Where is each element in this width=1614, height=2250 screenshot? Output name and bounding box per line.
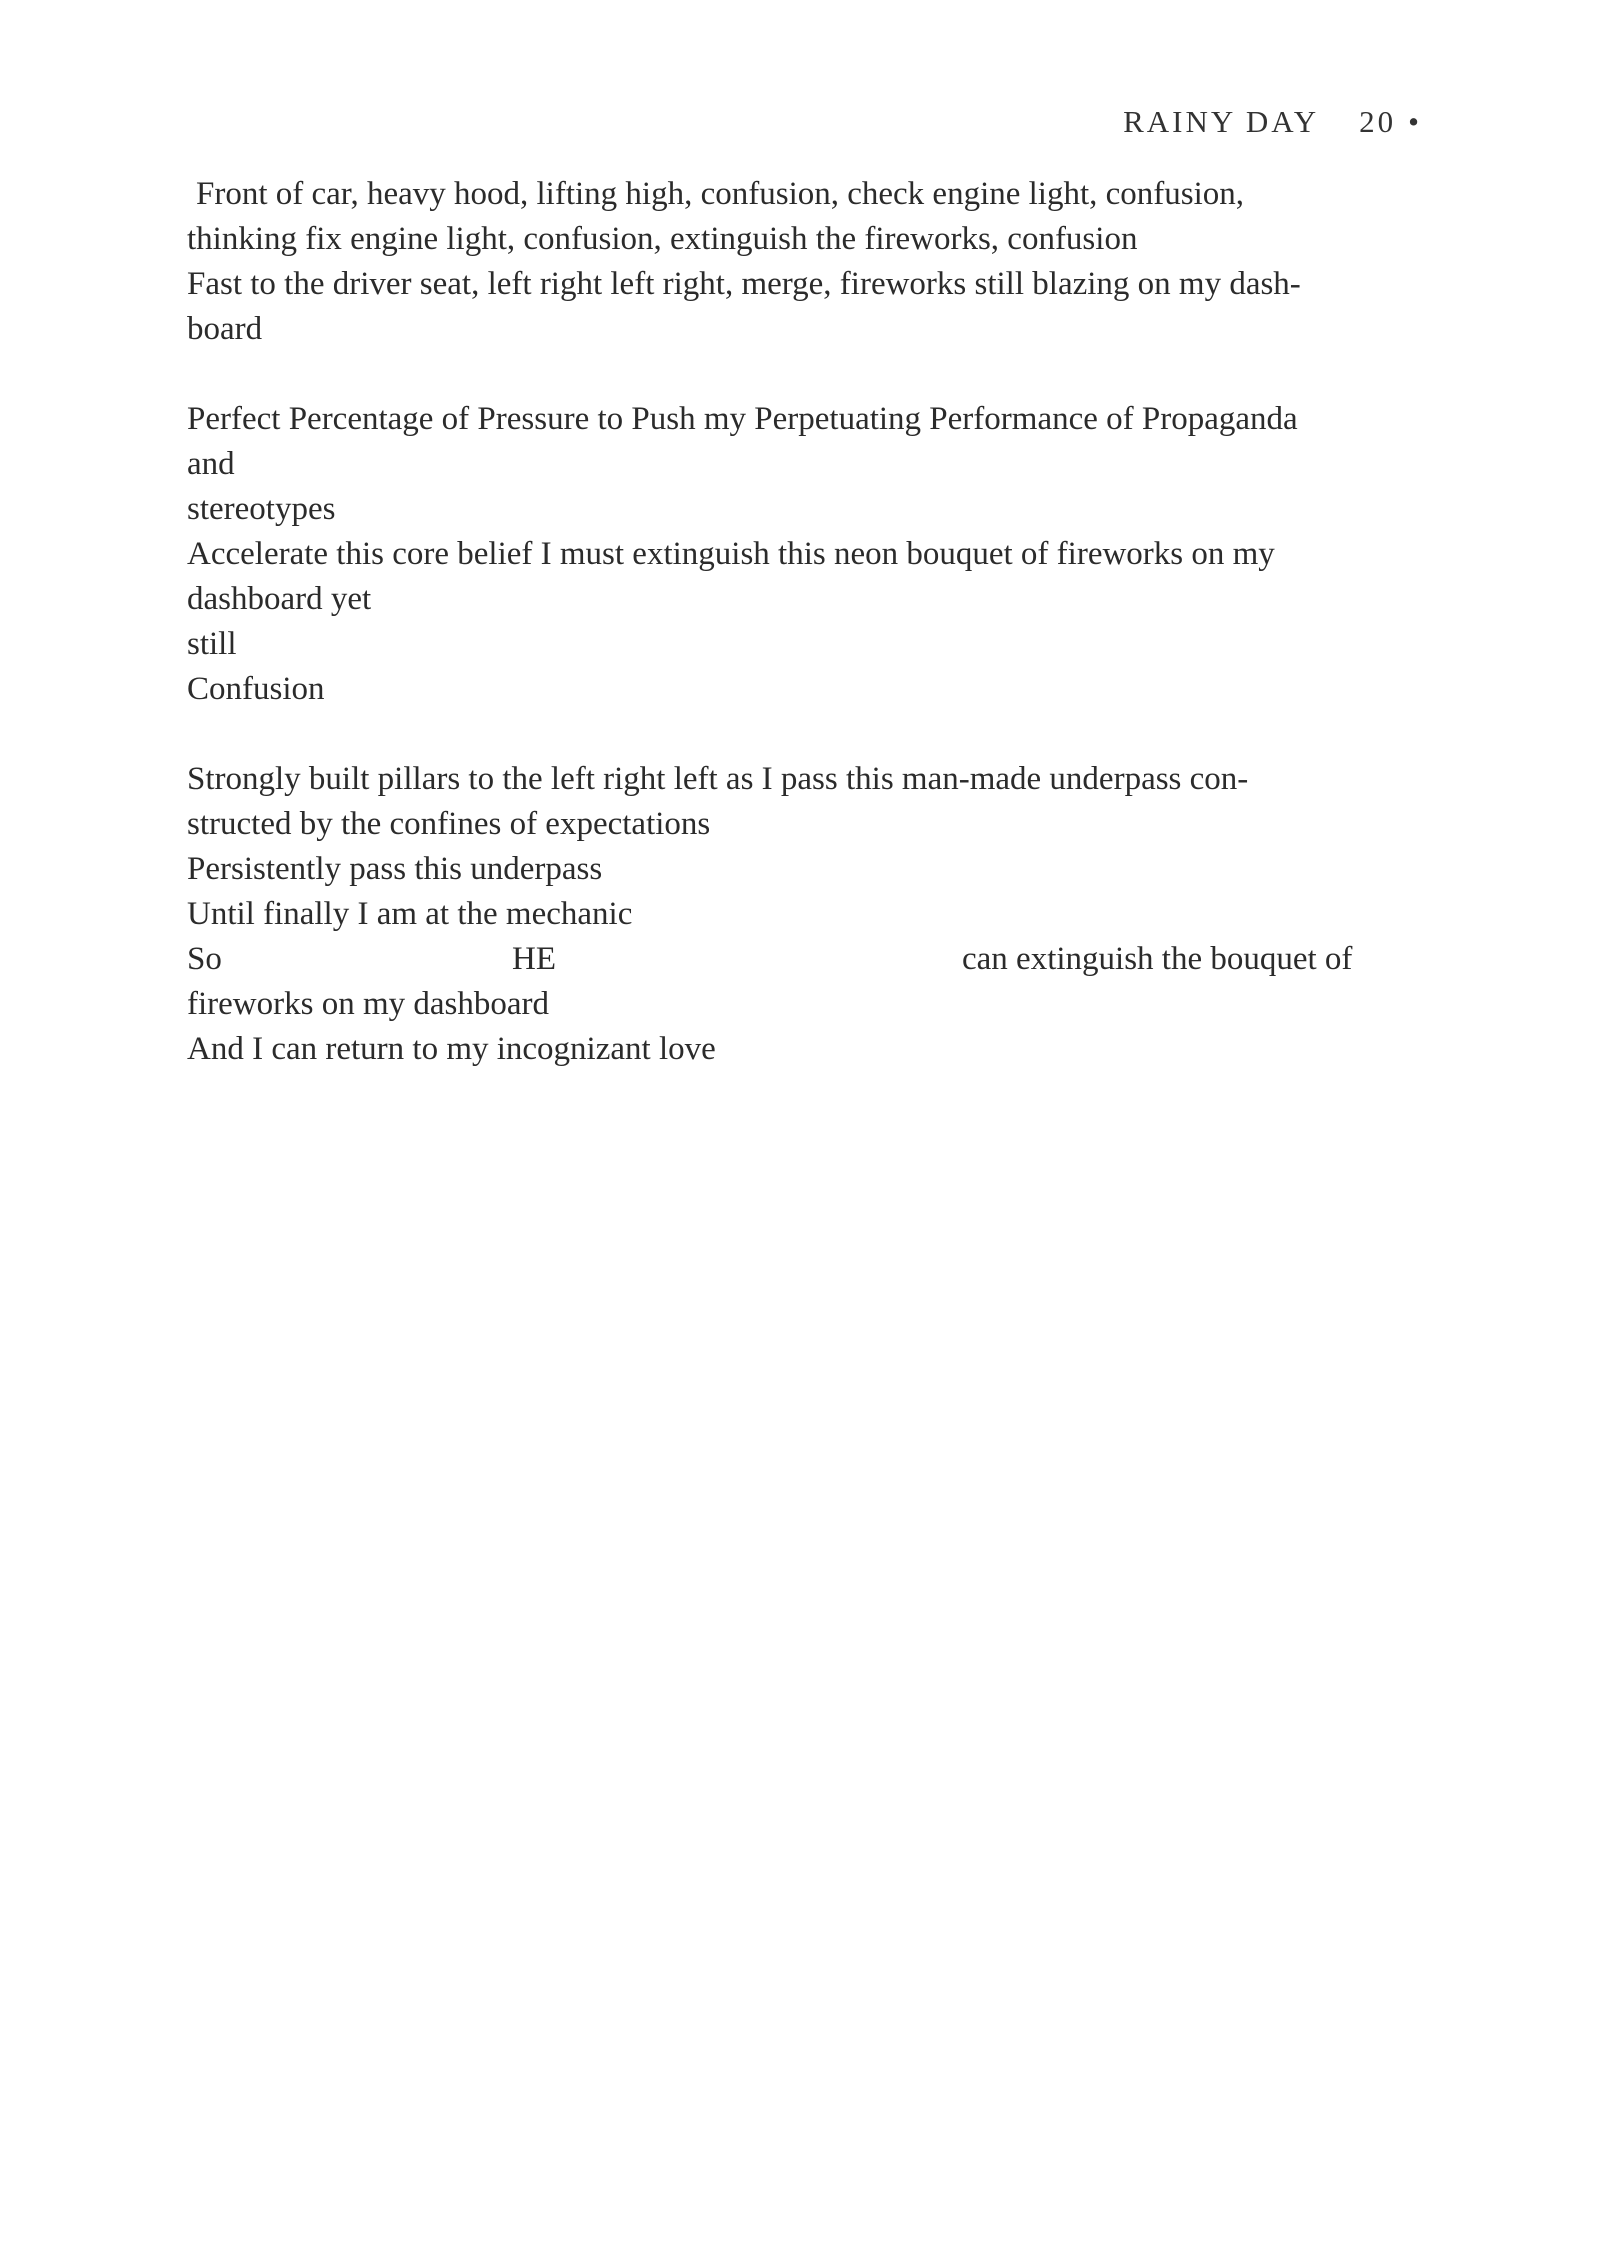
poem-body (187, 172, 1437, 1072)
poem-line: Confusion (187, 671, 325, 707)
poem-line: and (187, 446, 235, 482)
stanza-2 (187, 397, 1437, 712)
poem-line: Perfect Percentage of Pressure to Push my Perpetuating Performance of Propaganda (187, 401, 1298, 437)
spaced-poem-line (187, 937, 1437, 982)
stanza-1 (187, 172, 1437, 352)
poem-line: stereotypes (187, 491, 336, 527)
poem-line: Fast to the driver seat, left right left right, merge, fireworks still blazing on my dash- (187, 266, 1301, 302)
poem-line: And I can return to my incognizant love (187, 1031, 716, 1067)
poem-line: Strongly built pillars to the left right left as I pass this man-made underpass con- (187, 761, 1249, 797)
spaced-word-last: can extinguish the bouquet of (962, 941, 1353, 977)
running-title: RAINY DAY (1123, 104, 1320, 139)
poem-line: fireworks on my dashboard (187, 986, 550, 1022)
poem-line: still (187, 626, 237, 662)
stanza-break (187, 712, 1437, 757)
poem-line: dashboard yet (187, 581, 372, 617)
stanza-break (187, 352, 1437, 397)
bullet-glyph: • (1408, 104, 1422, 139)
poem-line: board (187, 311, 263, 347)
running-head (1123, 104, 1422, 140)
spaced-word-first: So (187, 941, 222, 977)
stanza-3 (187, 757, 1437, 1072)
poem-line: Accelerate this core belief I must extinguish this neon bouquet of fireworks on my (187, 536, 1275, 572)
poem-line: structed by the confines of expectations (187, 806, 711, 842)
page-number: 20 (1359, 104, 1397, 139)
poem-line: Persistently pass this underpass (187, 851, 603, 887)
poem-line: Until finally I am at the mechanic (187, 896, 633, 932)
spaced-word-middle: HE (512, 941, 556, 977)
poem-line: thinking fix engine light, confusion, extinguish the fireworks, confusion (187, 221, 1138, 257)
poem-line: Front of car, heavy hood, lifting high, confusion, check engine light, confusion, (196, 176, 1245, 212)
